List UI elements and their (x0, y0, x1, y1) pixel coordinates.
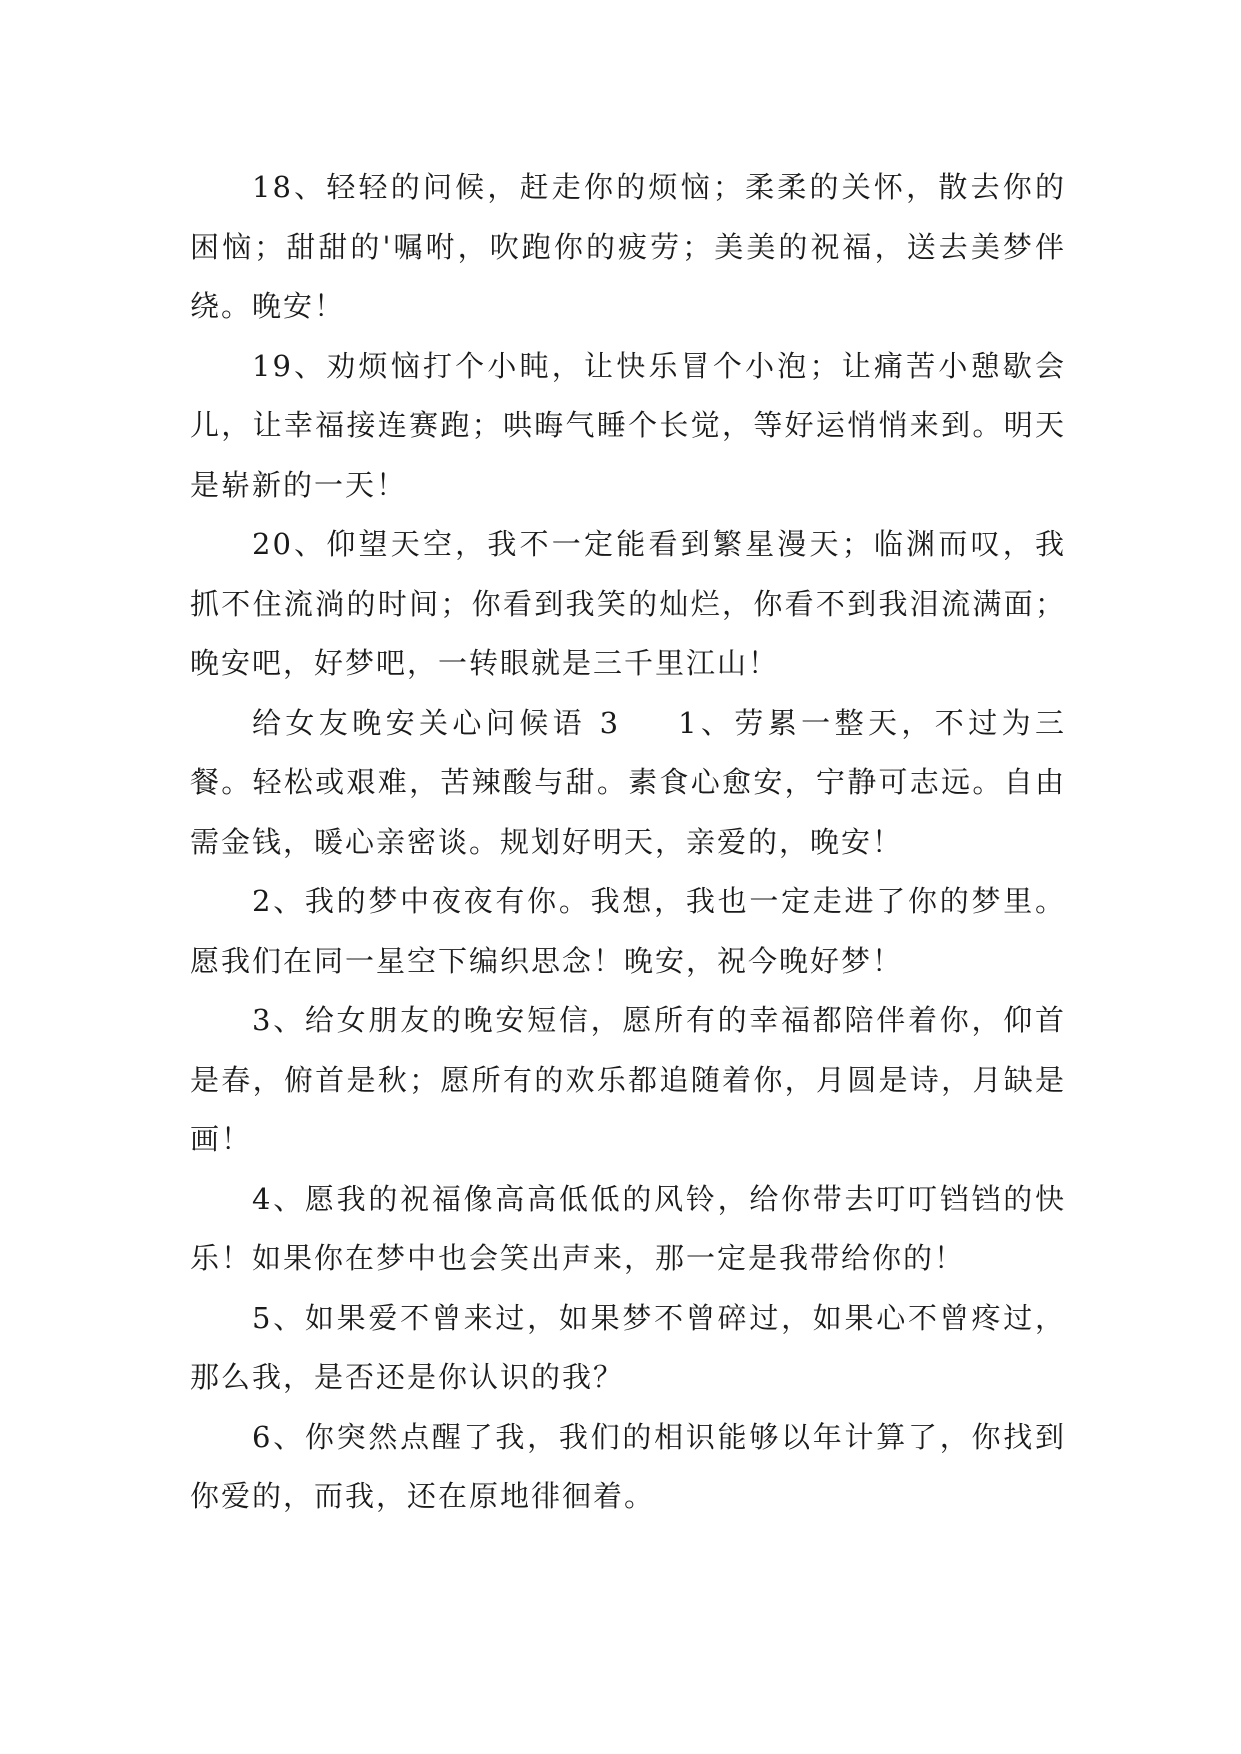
paragraph-18: 18、轻轻的问候，赶走你的烦恼；柔柔的关怀，散去你的困恼；甜甜的'嘱咐，吹跑你的疲劳；美美的祝福，送去美梦伴绕。晚安！ (190, 170, 1066, 323)
section-first-item: 1、劳累一整天，不过为三餐。轻松或艰难，苦辣酸与甜。素食心愈安，宁静可志远。自由需金钱，暖心亲密谈。规划好明天，亲爱的，晚安！ (190, 705, 1066, 859)
section-heading: 给女友晚安关心问候语 3 (252, 705, 621, 740)
paragraph-19: 19、劝烦恼打个小盹，让快乐冒个小泡；让痛苦小憩歇会儿，让幸福接连赛跑；哄晦气睡个长觉，等好运悄悄来到。明天是崭新的一天！ (190, 348, 1066, 502)
item-5: 5、如果爱不曾来过，如果梦不曾碎过，如果心不曾疼过，那么我，是否还是你认识的我？ (190, 1300, 1066, 1394)
section-paragraph (190, 694, 1066, 873)
item-2: 2、我的梦中夜夜有你。我想，我也一定走进了你的梦里。愿我们在同一星空下编织思念！晚安，祝今晚好梦！ (190, 884, 1066, 978)
document-body (190, 158, 1066, 1527)
paragraph-20: 20、仰望天空，我不一定能看到繁星漫天；临渊而叹，我抓不住流淌的时间；你看到我笑的灿烂，你看不到我泪流满面；晚安吧，好梦吧，一转眼就是三千里江山！ (190, 527, 1066, 680)
item-4: 4、愿我的祝福像高高低低的风铃，给你带去叮叮铛铛的快乐！如果你在梦中也会笑出声来，那一定是我带给你的！ (190, 1181, 1066, 1275)
item-6: 6、你突然点醒了我，我们的相识能够以年计算了，你找到你爱的，而我，还在原地徘徊着。 (190, 1419, 1066, 1513)
item-3: 3、给女朋友的晚安短信，愿所有的幸福都陪伴着你，仰首是春，俯首是秋；愿所有的欢乐都追随着你，月圆是诗，月缺是画！ (190, 1003, 1066, 1156)
